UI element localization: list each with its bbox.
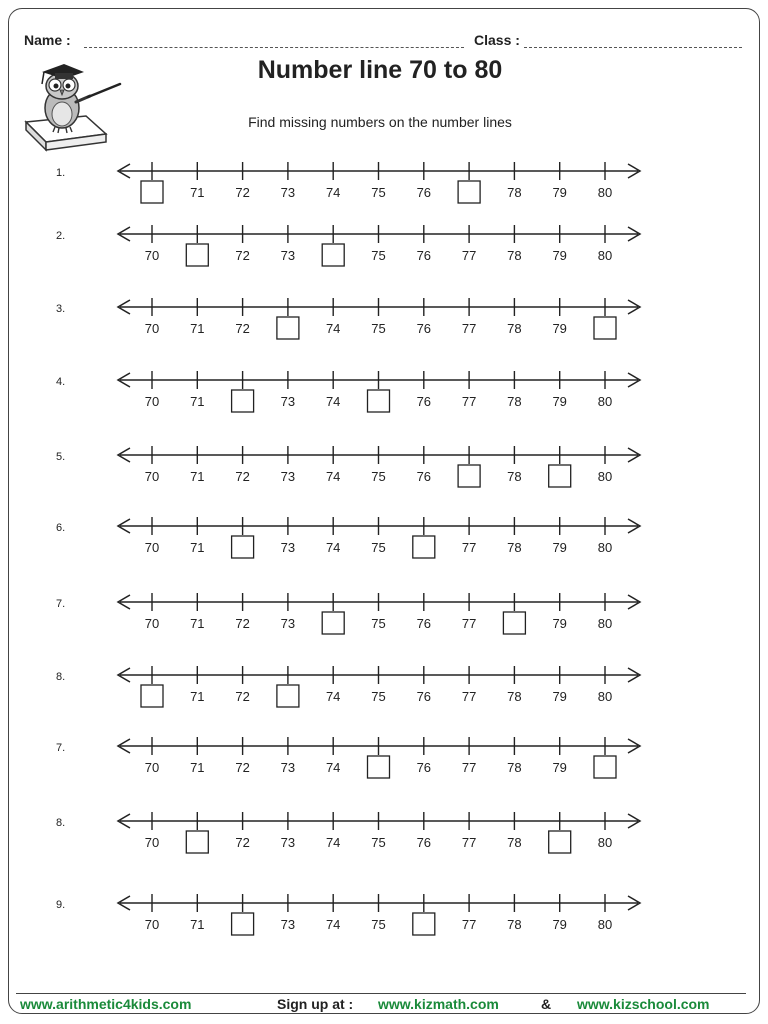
tick-label: 73 [280, 185, 296, 200]
number-line-4 [56, 371, 640, 412]
tick-label: 77 [461, 248, 477, 263]
tick-label: 75 [371, 185, 386, 200]
tick-label: 74 [325, 185, 341, 200]
tick-label: 73 [280, 760, 296, 775]
answer-box[interactable] [141, 181, 163, 203]
instructions: Find missing numbers on the number lines [248, 114, 512, 130]
tick-label: 73 [280, 248, 296, 263]
tick-label: 71 [190, 394, 205, 409]
number-line-5 [56, 446, 640, 487]
problem-number: 5. [56, 451, 66, 463]
number-line-2 [56, 225, 640, 266]
tick-label: 80 [597, 185, 613, 200]
problem-number: 6. [56, 522, 66, 534]
tick-label: 73 [280, 616, 296, 631]
tick-label: 76 [416, 469, 432, 484]
problem-number: 3. [56, 303, 66, 315]
tick-label: 76 [416, 616, 432, 631]
answer-box[interactable] [413, 913, 435, 935]
problem-number: 1. [56, 167, 66, 179]
tick-label: 71 [190, 469, 205, 484]
tick-label: 74 [325, 394, 341, 409]
tick-label: 76 [416, 321, 432, 336]
tick-label: 79 [552, 394, 567, 409]
answer-box[interactable] [186, 244, 208, 266]
tick-label: 71 [190, 540, 205, 555]
tick-label: 71 [190, 185, 205, 200]
tick-label: 77 [461, 835, 477, 850]
footer-link-kizmath[interactable]: www.kizmath.com [378, 996, 499, 1012]
tick-label: 74 [325, 835, 341, 850]
tick-label: 70 [144, 616, 160, 631]
problem-number: 8. [56, 671, 66, 683]
tick-label: 73 [280, 469, 296, 484]
number-line-8 [56, 666, 640, 707]
tick-label: 71 [190, 689, 205, 704]
tick-label: 76 [416, 248, 432, 263]
tick-label: 70 [144, 248, 160, 263]
number-line-6 [56, 517, 640, 558]
answer-box[interactable] [277, 317, 299, 339]
answer-box[interactable] [277, 685, 299, 707]
tick-label: 79 [552, 760, 567, 775]
tick-label: 73 [280, 394, 296, 409]
tick-label: 74 [325, 917, 341, 932]
answer-box[interactable] [549, 831, 571, 853]
tick-label: 74 [325, 321, 341, 336]
tick-label: 72 [235, 760, 250, 775]
tick-label: 70 [144, 540, 160, 555]
tick-label: 75 [371, 689, 386, 704]
answer-box[interactable] [141, 685, 163, 707]
tick-label: 79 [552, 917, 567, 932]
problem-number: 7. [56, 742, 66, 754]
tick-label: 79 [552, 689, 567, 704]
tick-label: 77 [461, 394, 477, 409]
tick-label: 72 [235, 469, 250, 484]
answer-box[interactable] [322, 244, 344, 266]
tick-label: 79 [552, 321, 567, 336]
tick-label: 70 [144, 321, 160, 336]
tick-label: 80 [597, 248, 613, 263]
tick-label: 70 [144, 394, 160, 409]
tick-label: 75 [371, 321, 386, 336]
tick-label: 72 [235, 616, 250, 631]
tick-label: 70 [144, 835, 160, 850]
tick-label: 75 [371, 835, 386, 850]
tick-label: 77 [461, 689, 477, 704]
tick-label: 78 [507, 917, 522, 932]
footer-divider [16, 993, 746, 994]
tick-label: 71 [190, 760, 205, 775]
problem-number: 7. [56, 598, 66, 610]
tick-label: 72 [235, 248, 250, 263]
tick-label: 75 [371, 469, 386, 484]
tick-label: 80 [597, 689, 613, 704]
tick-label: 74 [325, 540, 341, 555]
tick-label: 77 [461, 917, 477, 932]
tick-label: 78 [507, 394, 522, 409]
tick-label: 74 [325, 760, 341, 775]
tick-label: 79 [552, 248, 567, 263]
tick-label: 76 [416, 835, 432, 850]
tick-label: 74 [325, 689, 341, 704]
answer-box[interactable] [322, 612, 344, 634]
number-line-10 [56, 812, 640, 853]
name-label: Name : [24, 32, 71, 48]
answer-box[interactable] [232, 390, 254, 412]
tick-label: 78 [507, 540, 522, 555]
tick-label: 79 [552, 616, 567, 631]
tick-label: 78 [507, 321, 522, 336]
number-line-11 [56, 894, 640, 935]
tick-label: 80 [597, 540, 613, 555]
answer-box[interactable] [413, 536, 435, 558]
answer-box[interactable] [458, 465, 480, 487]
answer-box[interactable] [594, 756, 616, 778]
tick-label: 70 [144, 469, 160, 484]
tick-label: 78 [507, 835, 522, 850]
tick-label: 72 [235, 689, 250, 704]
tick-label: 80 [597, 469, 613, 484]
tick-label: 75 [371, 248, 386, 263]
answer-box[interactable] [368, 390, 390, 412]
answer-box[interactable] [186, 831, 208, 853]
problem-number: 9. [56, 899, 66, 911]
tick-label: 80 [597, 394, 613, 409]
tick-label: 80 [597, 835, 613, 850]
footer-ampersand: & [541, 996, 552, 1012]
tick-label: 78 [507, 248, 522, 263]
answer-box[interactable] [458, 181, 480, 203]
tick-label: 71 [190, 917, 205, 932]
tick-label: 70 [144, 917, 160, 932]
tick-label: 75 [371, 616, 386, 631]
footer-link-arithmetic4kids[interactable]: www.arithmetic4kids.com [20, 996, 192, 1012]
answer-box[interactable] [368, 756, 390, 778]
tick-label: 73 [280, 835, 296, 850]
tick-label: 80 [597, 917, 613, 932]
tick-label: 72 [235, 321, 250, 336]
tick-label: 71 [190, 321, 205, 336]
tick-label: 79 [552, 185, 567, 200]
tick-label: 74 [325, 469, 341, 484]
tick-label: 73 [280, 540, 296, 555]
tick-label: 78 [507, 469, 522, 484]
tick-label: 77 [461, 616, 477, 631]
tick-label: 77 [461, 540, 477, 555]
tick-label: 80 [597, 616, 613, 631]
tick-label: 76 [416, 689, 432, 704]
problem-number: 2. [56, 230, 66, 242]
number-line-7 [56, 593, 640, 634]
answer-box[interactable] [503, 612, 525, 634]
tick-label: 78 [507, 689, 522, 704]
tick-label: 77 [461, 321, 477, 336]
tick-label: 75 [371, 917, 386, 932]
footer-link-kizschool[interactable]: www.kizschool.com [577, 996, 710, 1012]
tick-label: 76 [416, 185, 432, 200]
tick-label: 72 [235, 185, 250, 200]
tick-label: 70 [144, 760, 160, 775]
answer-box[interactable] [549, 465, 571, 487]
class-label: Class : [474, 32, 520, 48]
problem-number: 8. [56, 817, 66, 829]
problem-number: 4. [56, 376, 66, 388]
tick-label: 71 [190, 616, 205, 631]
number-line-9 [56, 737, 640, 778]
answer-box[interactable] [594, 317, 616, 339]
tick-label: 76 [416, 760, 432, 775]
answer-box[interactable] [232, 913, 254, 935]
tick-label: 76 [416, 394, 432, 409]
tick-label: 79 [552, 540, 567, 555]
number-line-1 [56, 162, 640, 203]
tick-label: 75 [371, 540, 386, 555]
tick-label: 78 [507, 185, 522, 200]
answer-box[interactable] [232, 536, 254, 558]
tick-label: 77 [461, 760, 477, 775]
page-title: Number line 70 to 80 [257, 56, 503, 84]
number-line-3 [56, 298, 640, 339]
footer-signup-label: Sign up at : [277, 996, 354, 1012]
tick-label: 73 [280, 917, 296, 932]
tick-label: 78 [507, 760, 522, 775]
tick-label: 72 [235, 835, 250, 850]
